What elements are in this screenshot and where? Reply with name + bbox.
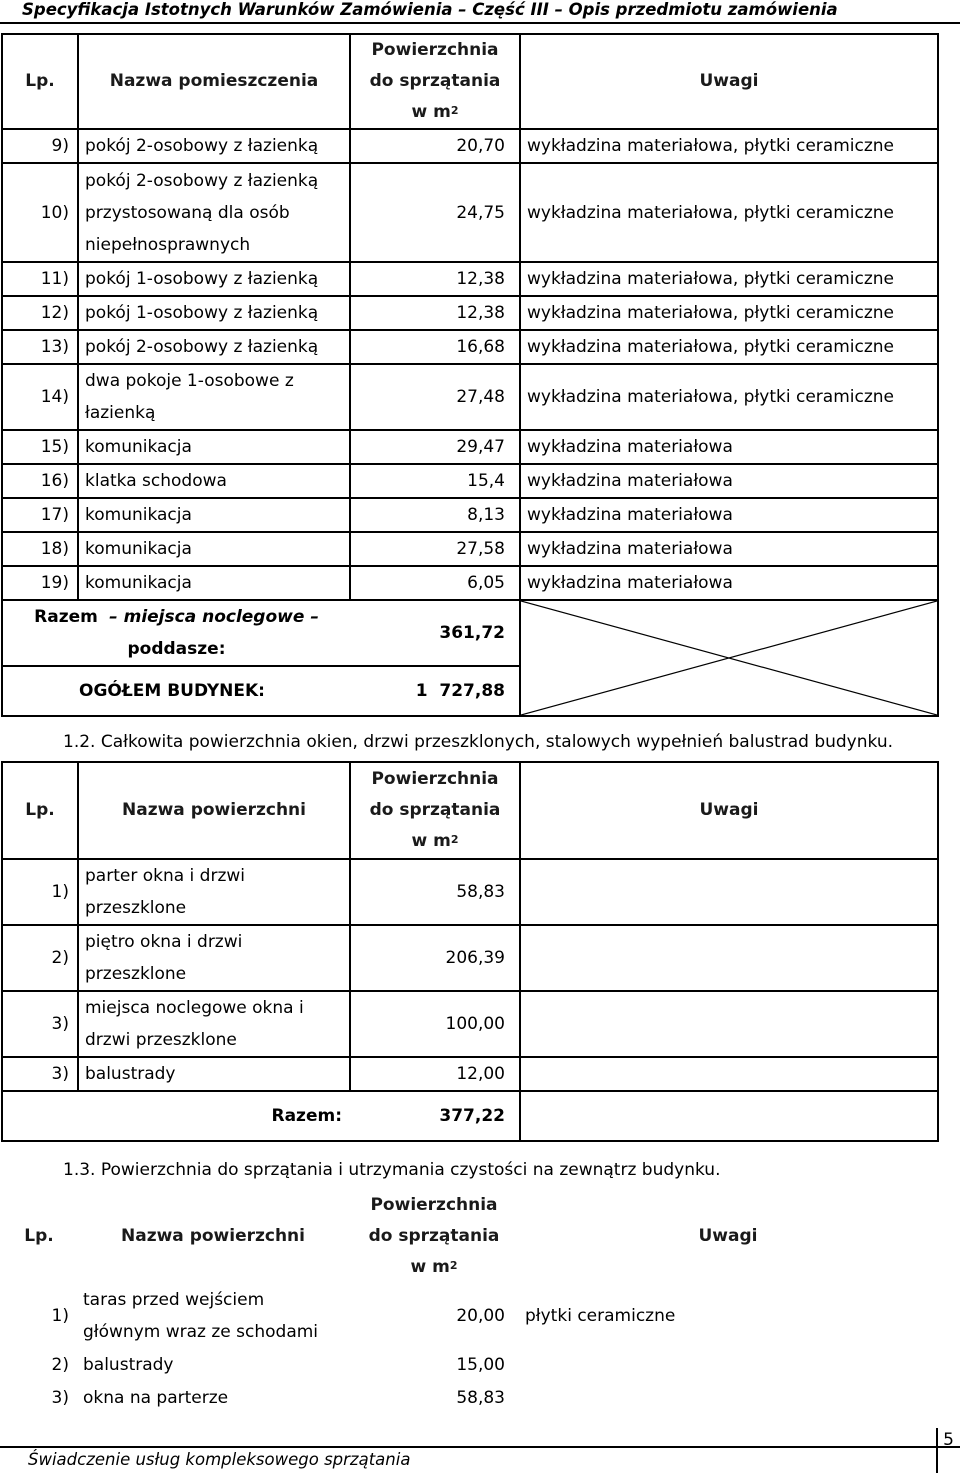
subtotal-notes-crossed — [520, 600, 938, 716]
col-area-line3 — [351, 97, 519, 128]
row-name: komunikacja — [78, 430, 350, 464]
row-notes: wykładzina materiałowa — [520, 566, 938, 600]
row-lp: 1) — [2, 859, 78, 925]
row-lp: 2) — [2, 925, 78, 991]
row-notes — [520, 991, 938, 1057]
total-row — [2, 1091, 938, 1141]
row-lp: 12) — [2, 296, 78, 330]
page-number: 5 — [943, 1430, 954, 1450]
row-notes: wykładzina materiałowa — [520, 498, 938, 532]
row-lp: 13) — [2, 330, 78, 364]
row-lp: 18) — [2, 532, 78, 566]
table-header — [2, 762, 938, 859]
row-notes: wykładzina materiałowa, płytki ceramiczne — [520, 296, 938, 330]
table-row — [2, 925, 938, 991]
row-area: 6,05 — [350, 566, 520, 600]
row-lp: 3) — [2, 991, 78, 1057]
row-area: 58,83 — [456, 1387, 505, 1408]
row-notes — [520, 859, 938, 925]
col-area-line1: Powierzchnia — [371, 40, 499, 60]
row-lp: 10) — [2, 163, 78, 262]
row-notes: płytki ceramiczne — [525, 1306, 676, 1326]
table-row — [1, 1381, 937, 1414]
table-row — [2, 498, 938, 532]
row-area: 15,4 — [350, 464, 520, 498]
table-row — [2, 991, 938, 1057]
row-area: 8,13 — [350, 498, 520, 532]
exterior-table — [1, 1188, 937, 1414]
row-name: dwa pokoje 1-osobowe z łazienką — [78, 364, 350, 430]
table-row — [2, 330, 938, 364]
row-lp: 14) — [2, 364, 78, 430]
row-notes: wykładzina materiałowa — [520, 430, 938, 464]
total-value: 377,22 — [350, 1091, 520, 1141]
col-name: Nazwa pomieszczenia — [78, 34, 350, 129]
row-area: 20,70 — [350, 129, 520, 163]
col-area-unit: w m — [411, 102, 451, 122]
subtotal-label-1: Razem — [34, 607, 98, 627]
col-area-line1: Powierzchnia — [371, 769, 499, 789]
col-notes: Uwagi — [520, 34, 938, 129]
row-area: 16,68 — [350, 330, 520, 364]
row-area: 12,38 — [350, 262, 520, 296]
total-notes — [520, 1091, 938, 1141]
table-row — [2, 364, 938, 430]
row-area: 29,47 — [350, 430, 520, 464]
row-notes — [519, 1348, 937, 1381]
table-row — [1, 1348, 937, 1381]
row-area: 15,00 — [456, 1354, 505, 1375]
row-area: 12,00 — [350, 1057, 520, 1091]
row-lp: 2) — [51, 1354, 69, 1375]
row-name: komunikacja — [78, 566, 350, 600]
table-row — [2, 163, 938, 262]
rooms-table — [1, 33, 939, 717]
col-area — [350, 762, 520, 859]
row-area: 58,83 — [350, 859, 520, 925]
col-area-line1: Powierzchnia — [370, 1194, 498, 1215]
row-lp: 17) — [2, 498, 78, 532]
table-row — [2, 430, 938, 464]
col-lp: Lp. — [2, 762, 78, 859]
section3-heading: 1.3. Powierzchnia do sprzątania i utrzymania czystości na zewnątrz budynku. — [63, 1160, 721, 1180]
row-notes: wykładzina materiałowa, płytki ceramiczne — [520, 262, 938, 296]
row-name: pokój 1-osobowy z łazienką — [78, 296, 350, 330]
row-name: komunikacja — [78, 532, 350, 566]
row-area: 20,00 — [456, 1306, 505, 1326]
table-row — [2, 464, 938, 498]
col-area-sup: 2 — [450, 104, 459, 117]
table-row — [2, 129, 938, 163]
col-area-line2: do sprzątania — [369, 71, 501, 91]
row-notes: wykładzina materiałowa, płytki ceramiczne — [520, 330, 938, 364]
subtotal-value: 361,72 — [350, 600, 520, 666]
col-notes: Uwagi — [698, 1225, 758, 1246]
row-name: pokój 2-osobowy z łazienką — [78, 330, 350, 364]
row-notes: wykładzina materiałowa, płytki ceramiczne — [520, 163, 938, 262]
table-header — [1, 1188, 937, 1284]
subtotal-label-2: – miejsca noclegowe – — [103, 607, 319, 627]
col-notes: Uwagi — [520, 762, 938, 859]
row-lp: 11) — [2, 262, 78, 296]
row-name: miejsca noclegowe okna i drzwi przeszklone — [78, 991, 350, 1057]
subtotal-label-3: poddasze: — [127, 639, 226, 659]
row-name: pokój 1-osobowy z łazienką — [78, 262, 350, 296]
col-name: Nazwa powierzchni — [78, 762, 350, 859]
table-row — [2, 532, 938, 566]
col-area — [349, 1188, 519, 1284]
table-header — [2, 34, 938, 129]
total-label: OGÓŁEM BUDYNEK: — [2, 666, 350, 716]
col-lp: Lp. — [2, 34, 78, 129]
row-lp: 16) — [2, 464, 78, 498]
row-notes — [519, 1381, 937, 1414]
row-lp: 3) — [2, 1057, 78, 1091]
subtotal-label — [2, 600, 350, 666]
row-name: klatka schodowa — [78, 464, 350, 498]
col-area-unit: w m — [411, 831, 451, 851]
col-area-line3 — [351, 826, 519, 857]
table-row — [2, 262, 938, 296]
table-row — [1, 1284, 937, 1348]
row-notes: wykładzina materiałowa — [520, 532, 938, 566]
col-area-line2: do sprzątania — [369, 800, 501, 820]
row-lp: 9) — [2, 129, 78, 163]
row-area: 100,00 — [350, 991, 520, 1057]
row-lp: 15) — [2, 430, 78, 464]
row-name: taras przed wejściem głównym wraz ze schodami — [83, 1290, 319, 1342]
row-notes — [520, 1057, 938, 1091]
row-lp: 3) — [51, 1387, 69, 1408]
total-value: 1 727,88 — [350, 666, 520, 716]
table-row — [2, 1057, 938, 1091]
row-name: okna na parterze — [83, 1387, 229, 1408]
row-area: 206,39 — [350, 925, 520, 991]
row-name: balustrady — [83, 1354, 174, 1375]
page-number-rule — [936, 1428, 938, 1473]
cross-out-icon — [521, 601, 937, 715]
row-notes — [520, 925, 938, 991]
row-area: 12,38 — [350, 296, 520, 330]
page-footer: Świadczenie usług kompleksowego sprzątania — [28, 1450, 411, 1469]
row-notes: wykładzina materiałowa — [520, 464, 938, 498]
row-notes: wykładzina materiałowa, płytki ceramiczne — [520, 129, 938, 163]
col-area-line3 — [349, 1252, 519, 1283]
table-row — [2, 859, 938, 925]
row-lp: 1) — [51, 1306, 69, 1326]
row-name: komunikacja — [78, 498, 350, 532]
row-name: pokój 2-osobowy z łazienką przystosowaną dla osób niepełnosprawnych — [78, 163, 350, 262]
section2-heading: 1.2. Całkowita powierzchnia okien, drzwi przeszklonych, stalowych wypełnień balustrad budynku. — [63, 732, 894, 752]
row-area: 27,58 — [350, 532, 520, 566]
table-row — [2, 566, 938, 600]
header-rule — [0, 22, 960, 24]
col-area-sup: 2 — [450, 833, 459, 846]
col-lp: Lp. — [24, 1225, 54, 1246]
total-label: Razem: — [2, 1091, 350, 1141]
table-row — [2, 296, 938, 330]
row-name: piętro okna i drzwi przeszklone — [78, 925, 350, 991]
row-notes: wykładzina materiałowa, płytki ceramiczne — [520, 364, 938, 430]
row-area: 24,75 — [350, 163, 520, 262]
row-area: 27,48 — [350, 364, 520, 430]
row-name: balustrady — [78, 1057, 350, 1091]
glass-table — [1, 761, 939, 1142]
footer-rule — [0, 1446, 960, 1448]
col-area — [350, 34, 520, 129]
col-area-sup: 2 — [449, 1258, 458, 1272]
row-lp: 19) — [2, 566, 78, 600]
col-area-unit: w m — [410, 1256, 450, 1277]
col-area-line2: do sprzątania — [368, 1225, 500, 1246]
subtotal-row — [2, 600, 938, 666]
subtotal-label-2-text: miejsca noclegowe — [123, 607, 305, 627]
col-name: Nazwa powierzchni — [121, 1225, 305, 1246]
page-header: Specyfikacja Istotnych Warunków Zamówienia – Część III – Opis przedmiotu zamówienia — [22, 0, 838, 19]
row-name: pokój 2-osobowy z łazienką — [78, 129, 350, 163]
row-name: parter okna i drzwi przeszklone — [78, 859, 350, 925]
